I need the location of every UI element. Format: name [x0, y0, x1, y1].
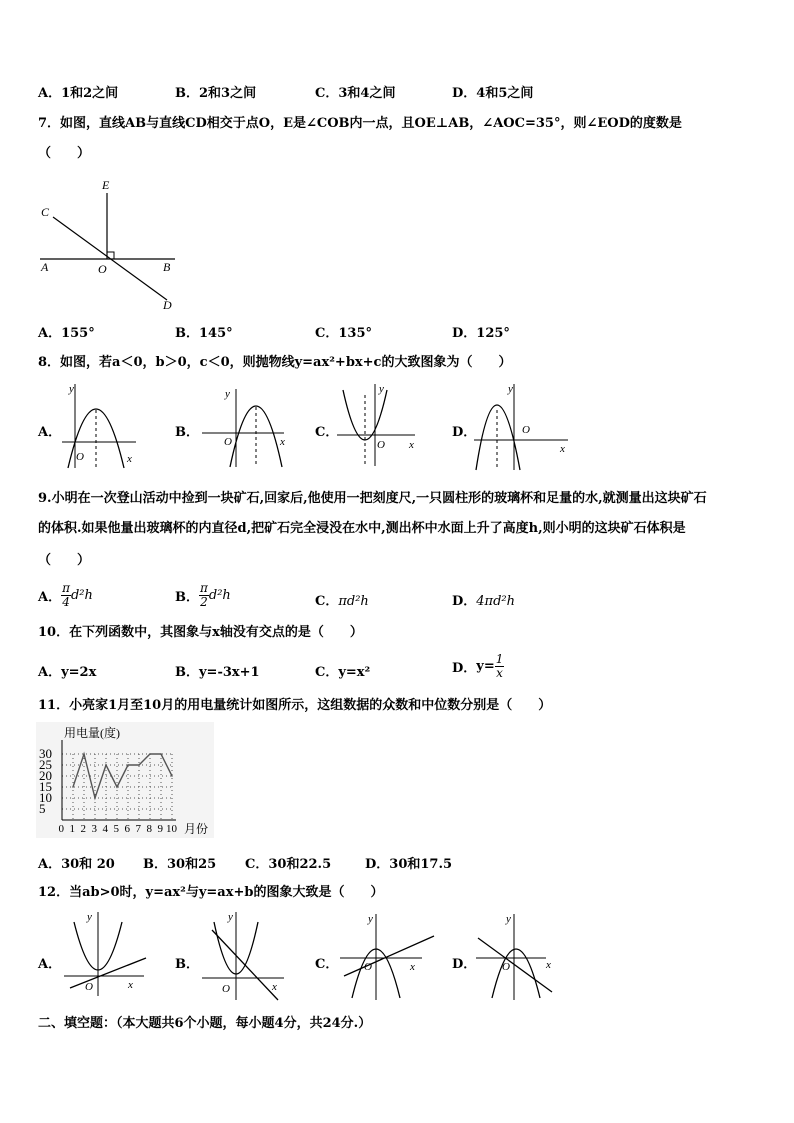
q8-letter-a: A．	[38, 425, 62, 440]
q6-option-c: C．3和4之间	[315, 86, 396, 101]
x-tick-label: 8	[146, 823, 152, 835]
svg-text:O: O	[224, 436, 232, 448]
q12-stem: 12．当ab>0时，y=ax²与y=ax+b的图象大致是（ ）	[38, 885, 384, 900]
x-tick-label: 6	[124, 823, 130, 835]
q12-graph-c	[338, 910, 438, 1002]
x-tick-label: 9	[157, 823, 163, 835]
q9-option-d: D．4πd²h	[452, 594, 516, 609]
q9-line-1: 9.小明在一次登山活动中捡到一块矿石,回家后,他使用一把刻度尺,一只圆柱形的玻璃杯和足量的水,就测量出这块矿石	[38, 491, 707, 506]
q7-option-a: A．155°	[38, 326, 95, 341]
svg-text:O: O	[76, 451, 84, 463]
q8-graph-c	[335, 380, 420, 470]
q10-option-a: A．y=2x	[38, 665, 97, 680]
x-tick-label: 4	[102, 823, 108, 835]
q12-letter-c: C．	[315, 957, 339, 972]
svg-text:y: y	[228, 911, 233, 923]
section-2-heading: 二、填空题：（本大题共6个小题，每小题4分，共24分.）	[38, 1016, 372, 1031]
svg-text:x: x	[410, 961, 415, 973]
q12-graph-d	[474, 910, 564, 1002]
q9-line-2: 的体积.如果他量出玻璃杯的内直径d,把矿石完全浸没在水中,测出杯中水面上升了高度h,则小明的这块矿石体积是	[38, 521, 686, 536]
q6-option-a: A．1和2之间	[38, 86, 119, 101]
q12-graph-a	[60, 908, 150, 998]
q7-stem: 7．如图，直线AB与直线CD相交于点O，E是∠COB内一点，且OE⊥AB，∠AOC=35°，则∠EOD的度数是	[38, 116, 682, 131]
svg-text:y: y	[508, 383, 513, 395]
x-tick-label: 0	[58, 823, 64, 835]
q8-letter-d: D．	[452, 425, 477, 440]
svg-text:O: O	[502, 961, 510, 973]
svg-text:x: x	[409, 439, 414, 451]
y-tick-label: 10	[39, 790, 52, 805]
q7-option-c: C．135°	[315, 326, 372, 341]
svg-text:x: x	[280, 436, 285, 448]
y-tick-label: 30	[39, 746, 52, 761]
q11-chart	[36, 722, 216, 840]
q10-option-c: C．y=x²	[315, 665, 371, 680]
q7-option-d: D．125°	[452, 326, 510, 341]
q11-option-c: C．30和22.5	[245, 857, 332, 872]
svg-text:O: O	[85, 981, 93, 993]
svg-text:x: x	[546, 959, 551, 971]
svg-text:y: y	[506, 913, 511, 925]
x-tick-label: 3	[91, 823, 97, 835]
svg-text:y: y	[368, 913, 373, 925]
chart-x-label: 月份	[184, 822, 209, 836]
q9-paren: （ ）	[38, 553, 91, 568]
q6-option-d: D．4和5之间	[452, 86, 534, 101]
q12-letter-a: A．	[38, 957, 62, 972]
q12-letter-d: D．	[452, 957, 477, 972]
y-tick-label: 25	[39, 757, 52, 772]
q8-graph-a	[60, 380, 138, 470]
chart-y-label: 用电量(度)	[64, 726, 120, 740]
q8-graph-b	[200, 385, 290, 470]
svg-text:O: O	[522, 424, 530, 436]
svg-text:O: O	[377, 439, 385, 451]
q7-paren: （ ）	[38, 146, 91, 161]
svg-text:y: y	[225, 388, 230, 400]
svg-text:O: O	[364, 961, 372, 973]
q9-option-b: B． $\frac{\pi}{2}$ d²h	[175, 581, 231, 609]
q10-option-d: D．y= $\frac{1}{x}$	[452, 652, 504, 680]
q12-letter-b: B．	[175, 957, 199, 972]
x-tick-label: 5	[113, 823, 119, 835]
svg-text:y: y	[87, 911, 92, 923]
q12-graph-b	[200, 908, 290, 1003]
x-tick-label: 10	[166, 823, 177, 835]
q10-stem: 10．在下列函数中，其图象与x轴没有交点的是（ ）	[38, 625, 363, 640]
q8-letter-c: C．	[315, 425, 339, 440]
svg-text:x: x	[128, 979, 133, 991]
q11-stem: 11．小亮家1月至10月的用电量统计如图所示，这组数据的众数和中位数分别是（ ）	[38, 698, 552, 713]
svg-text:O: O	[222, 983, 230, 995]
q7-figure	[35, 175, 185, 315]
x-tick-label: 7	[135, 823, 141, 835]
right-angle-mark	[107, 252, 114, 259]
q8-stem: 8．如图，若a＜0，b＞0，c＜0，则抛物线y=ax²+bx+c的大致图象为（ ）	[38, 355, 512, 370]
x-tick-label: 2	[80, 823, 86, 835]
q8-letter-b: B．	[175, 425, 199, 440]
y-tick-label: 5	[39, 801, 46, 816]
q9-option-c: C．πd²h	[315, 594, 369, 609]
label-o: O	[98, 262, 107, 276]
x-tick-label: 1	[69, 823, 75, 835]
q11-option-b: B．30和25	[143, 857, 217, 872]
q11-option-a: A．30和 20	[38, 857, 115, 872]
label-d: D	[163, 298, 172, 312]
svg-text:x: x	[560, 443, 565, 455]
svg-text:y: y	[69, 383, 74, 395]
label-a: A	[41, 260, 49, 274]
y-tick-label: 15	[39, 779, 52, 794]
q8-graph-d	[472, 380, 572, 472]
label-b: B	[163, 260, 171, 274]
label-c: C	[41, 205, 50, 219]
label-e: E	[102, 178, 110, 192]
svg-text:y: y	[379, 383, 384, 395]
y-tick-label: 20	[39, 768, 52, 783]
q11-option-d: D．30和17.5	[365, 857, 453, 872]
q10-option-b: B．y=-3x+1	[175, 665, 260, 680]
q9-option-a: A． $\frac{\pi}{4}$ d²h	[38, 581, 93, 609]
q6-option-b: B．2和3之间	[175, 86, 257, 101]
svg-text:x: x	[127, 453, 132, 465]
q7-option-b: B．145°	[175, 326, 233, 341]
svg-text:x: x	[272, 981, 277, 993]
